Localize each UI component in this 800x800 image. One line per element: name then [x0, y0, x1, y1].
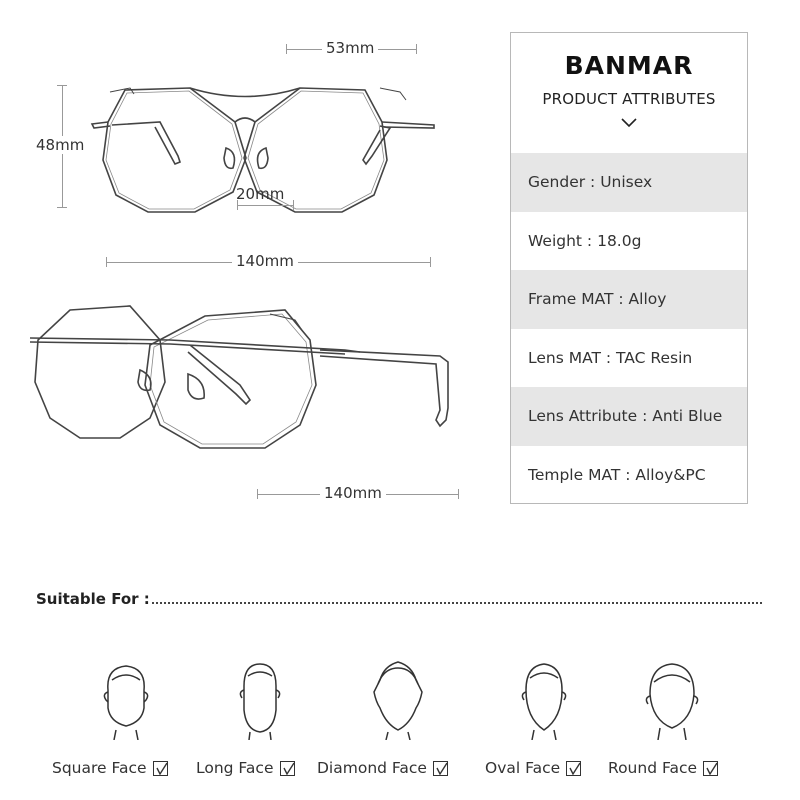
checkbox-checked-icon — [566, 761, 581, 776]
bridge-label: 20mm — [236, 185, 285, 203]
face-label: Oval Face — [485, 759, 561, 777]
lens-width-tick-left — [286, 44, 287, 54]
attribute-label: Weight : 18.0g — [528, 231, 642, 250]
temple-length-tick-left — [257, 489, 258, 499]
checkbox-checked-icon — [433, 761, 448, 776]
round-face-icon — [640, 660, 704, 740]
brand-logo: BANMAR — [564, 51, 694, 80]
face-label: Square Face — [52, 759, 147, 777]
checkbox-checked-icon — [153, 761, 168, 776]
dotted-divider — [152, 602, 762, 604]
checkbox-checked-icon — [703, 761, 718, 776]
temple-length-tick-right — [458, 489, 459, 499]
face-label: Round Face — [608, 759, 698, 777]
product-attributes-panel — [510, 32, 748, 504]
panel-title: PRODUCT ATTRIBUTES — [542, 90, 716, 108]
suitable-for-heading: Suitable For : — [36, 590, 150, 608]
lens-height-tick-bottom — [57, 207, 67, 208]
face-option-oval — [485, 759, 581, 777]
face-label: Long Face — [196, 759, 274, 777]
frame-width-tick-right — [430, 257, 431, 267]
frame-width-tick-left — [106, 257, 107, 267]
attribute-row-gender — [511, 153, 747, 212]
lens-height-label: 48mm — [32, 136, 88, 154]
attribute-label: Lens MAT : TAC Resin — [528, 348, 693, 367]
attribute-row-frame-mat — [511, 270, 747, 329]
diamond-face-icon — [366, 658, 430, 740]
face-option-diamond — [317, 759, 448, 777]
attribute-label: Lens Attribute : Anti Blue — [528, 407, 723, 426]
temple-length-label: 140mm — [320, 484, 386, 502]
long-face-icon — [230, 660, 290, 740]
glasses-side-view — [20, 290, 470, 470]
square-face-icon — [96, 660, 156, 740]
face-option-round — [608, 759, 718, 777]
lens-width-label: 53mm — [322, 39, 378, 57]
bridge-line — [237, 205, 293, 206]
face-label: Diamond Face — [317, 759, 427, 777]
lens-height-tick-top — [57, 85, 67, 86]
checkbox-checked-icon — [280, 761, 295, 776]
attribute-label: Gender : Unisex — [528, 173, 653, 192]
face-option-long — [196, 759, 295, 777]
attribute-row-weight — [511, 212, 747, 271]
chevron-down-icon — [621, 117, 637, 129]
attribute-label: Temple MAT : Alloy&PC — [528, 465, 706, 484]
bridge-tick-right — [293, 200, 294, 210]
attribute-row-lens-attribute — [511, 387, 747, 446]
attribute-row-temple-mat — [511, 446, 747, 505]
attribute-list — [511, 153, 747, 504]
lens-width-tick-right — [416, 44, 417, 54]
glasses-front-view — [30, 30, 500, 280]
oval-face-icon — [514, 660, 574, 740]
attribute-label: Frame MAT : Alloy — [528, 290, 667, 309]
attribute-row-lens-mat — [511, 329, 747, 388]
frame-width-label: 140mm — [232, 252, 298, 270]
face-option-square — [52, 759, 168, 777]
